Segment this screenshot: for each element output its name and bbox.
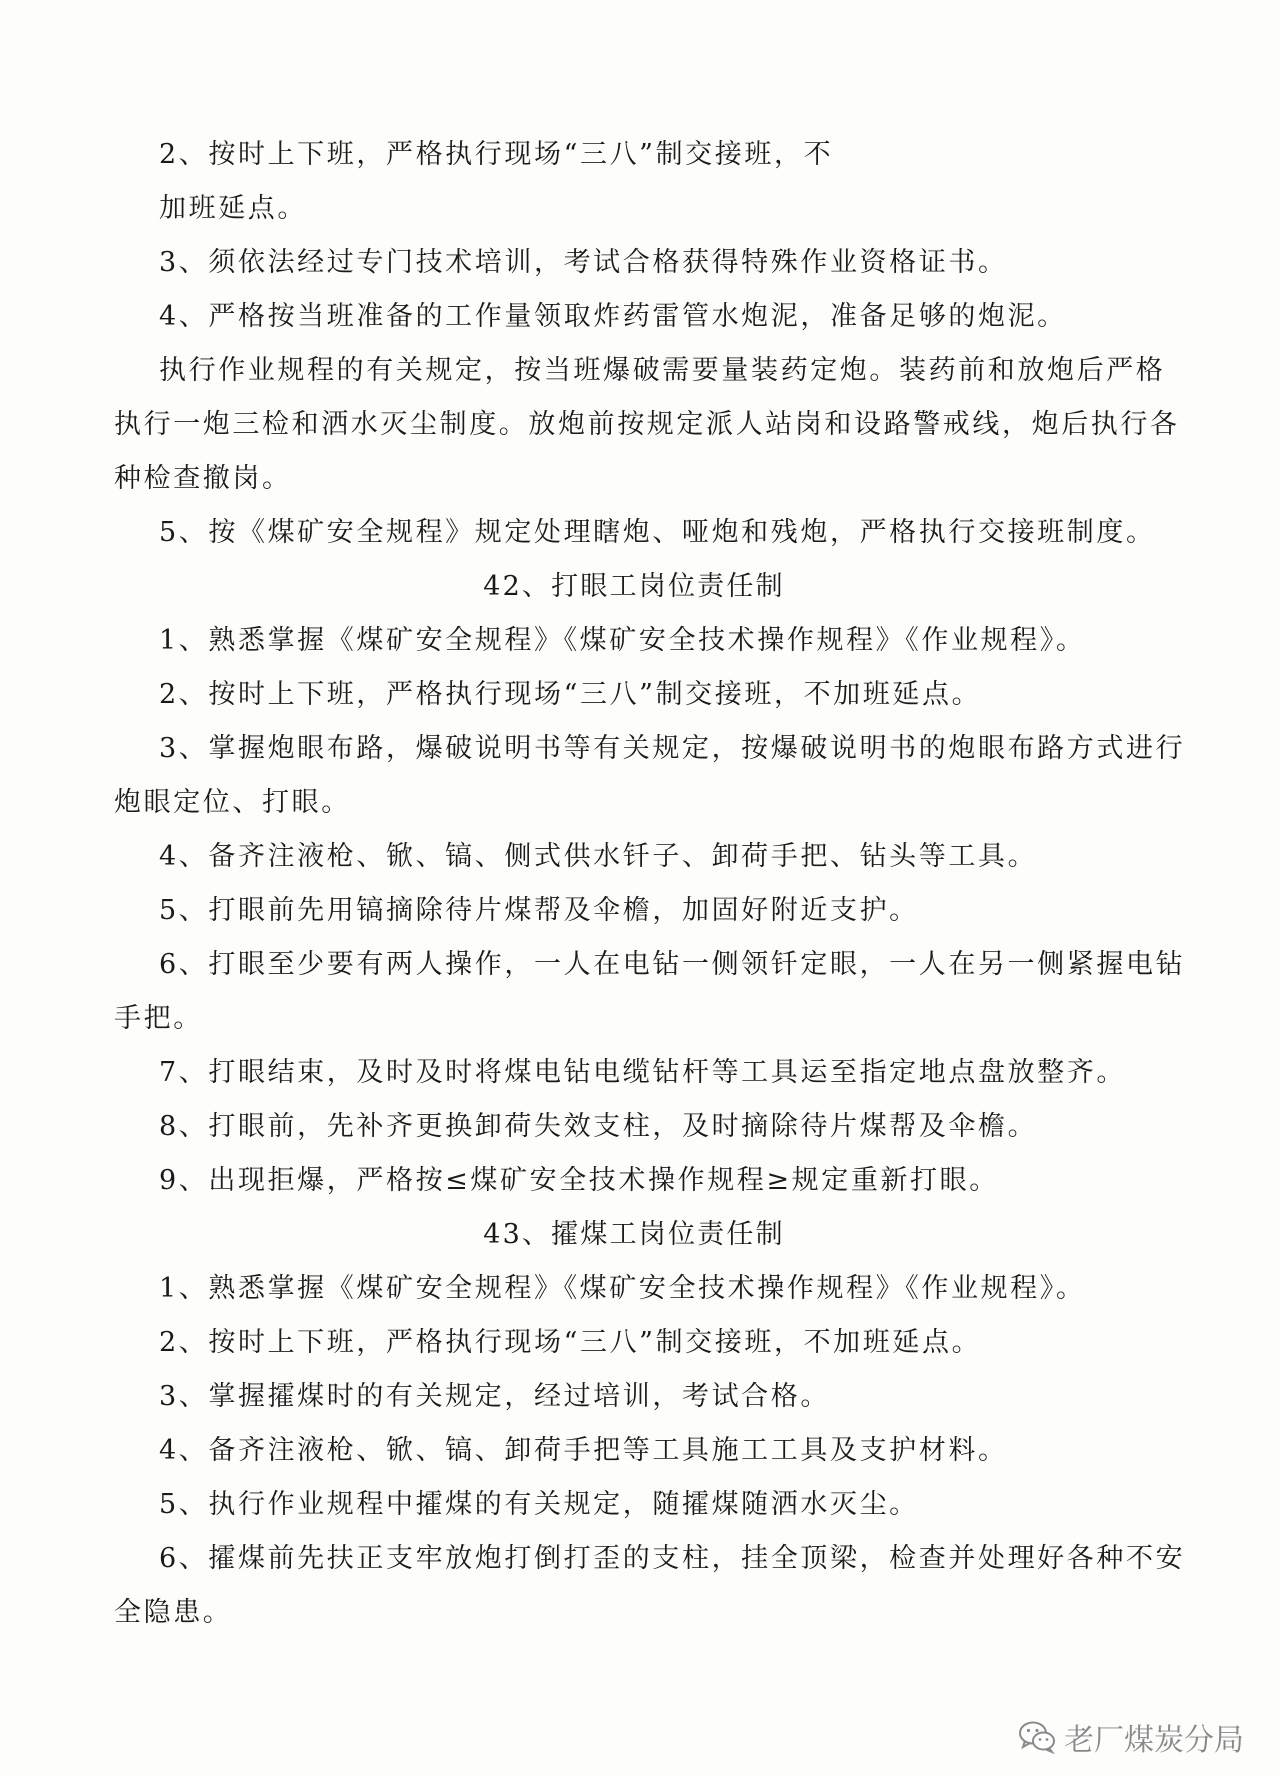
paragraph-42-item-2: 2、按时上下班，严格执行现场“三八”制交接班，不加班延点。 bbox=[159, 679, 982, 710]
paragraph-42-item-6-line1: 6、打眼至少要有两人操作，一人在电钻一侧领钎定眼，一人在另一侧紧握电钻 bbox=[159, 949, 1186, 980]
section-43-title: 43、攉煤工岗位责任制 bbox=[483, 1219, 785, 1250]
paragraph-41-item-4: 4、严格按当班准备的工作量领取炸药雷管水炮泥，准备足够的炮泥。 bbox=[159, 301, 1067, 332]
paragraph-43-item-3: 3、掌握攉煤时的有关规定，经过培训，考试合格。 bbox=[159, 1381, 830, 1412]
paragraph-43-item-6-line2: 全隐患。 bbox=[114, 1597, 233, 1628]
paragraph-42-item-4: 4、备齐注液枪、锨、镐、侧式供水钎子、卸荷手把、钻头等工具。 bbox=[159, 841, 1038, 872]
paragraph-42-item-5: 5、打眼前先用镐摘除待片煤帮及伞檐，加固好附近支护。 bbox=[159, 895, 919, 926]
watermark-text: 老厂煤炭分局 bbox=[1064, 1723, 1244, 1758]
paragraph-43-item-2: 2、按时上下班，严格执行现场“三八”制交接班，不加班延点。 bbox=[159, 1327, 982, 1358]
paragraph-41-item-5: 5、按《煤矿安全规程》规定处理瞎炮、哑炮和残炮，严格执行交接班制度。 bbox=[159, 517, 1156, 548]
wechat-icon bbox=[1018, 1720, 1056, 1754]
paragraph-41-item-4-p2-line2: 执行一炮三检和洒水灭尘制度。放炮前按规定派人站岗和设路警戒线，炮后执行各 bbox=[114, 409, 1180, 440]
paragraph-41-item-4-p2-line3: 种检查撤岗。 bbox=[114, 463, 292, 494]
paragraph-43-item-6-line1: 6、攉煤前先扶正支牢放炮打倒打歪的支柱，挂全顶梁，检查并处理好各种不安 bbox=[159, 1543, 1186, 1574]
paragraph-41-item-3: 3、须依法经过专门技术培训，考试合格获得特殊作业资格证书。 bbox=[159, 247, 1008, 278]
paragraph-43-item-5: 5、执行作业规程中攉煤的有关规定，随攉煤随洒水灭尘。 bbox=[159, 1489, 919, 1520]
paragraph-42-item-3-line2: 炮眼定位、打眼。 bbox=[114, 787, 351, 818]
paragraph-43-item-4: 4、备齐注液枪、锨、镐、卸荷手把等工具施工工具及支护材料。 bbox=[159, 1435, 1008, 1466]
paragraph-41-item-4-p2-line1: 执行作业规程的有关规定，按当班爆破需要量装药定炮。装药前和放炮后严格 bbox=[159, 355, 1166, 386]
paragraph-42-item-8: 8、打眼前，先补齐更换卸荷失效支柱，及时摘除待片煤帮及伞檐。 bbox=[159, 1111, 1038, 1142]
section-42-title: 42、打眼工岗位责任制 bbox=[483, 571, 785, 602]
paragraph-42-item-1: 1、熟悉掌握《煤矿安全规程》《煤矿安全技术操作规程》《作业规程》。 bbox=[159, 625, 1086, 656]
paragraph-43-item-1: 1、熟悉掌握《煤矿安全规程》《煤矿安全技术操作规程》《作业规程》。 bbox=[159, 1273, 1086, 1304]
watermark bbox=[1018, 1717, 1244, 1757]
paragraph-42-item-3-line1: 3、掌握炮眼布路，爆破说明书等有关规定，按爆破说明书的炮眼布路方式进行 bbox=[159, 733, 1186, 764]
document-body bbox=[114, 128, 1186, 1640]
paragraph-41-item-2-cont: 加班延点。 bbox=[159, 193, 307, 224]
paragraph-42-item-9: 9、出现拒爆，严格按≤煤矿安全技术操作规程≥规定重新打眼。 bbox=[159, 1165, 999, 1196]
paragraph-42-item-7: 7、打眼结束，及时及时将煤电钻电缆钻杆等工具运至指定地点盘放整齐。 bbox=[159, 1057, 1126, 1088]
paragraph-42-item-6-line2: 手把。 bbox=[114, 1003, 203, 1034]
paragraph-41-item-2: 2、按时上下班，严格执行现场“三八”制交接班，不 bbox=[159, 139, 834, 170]
